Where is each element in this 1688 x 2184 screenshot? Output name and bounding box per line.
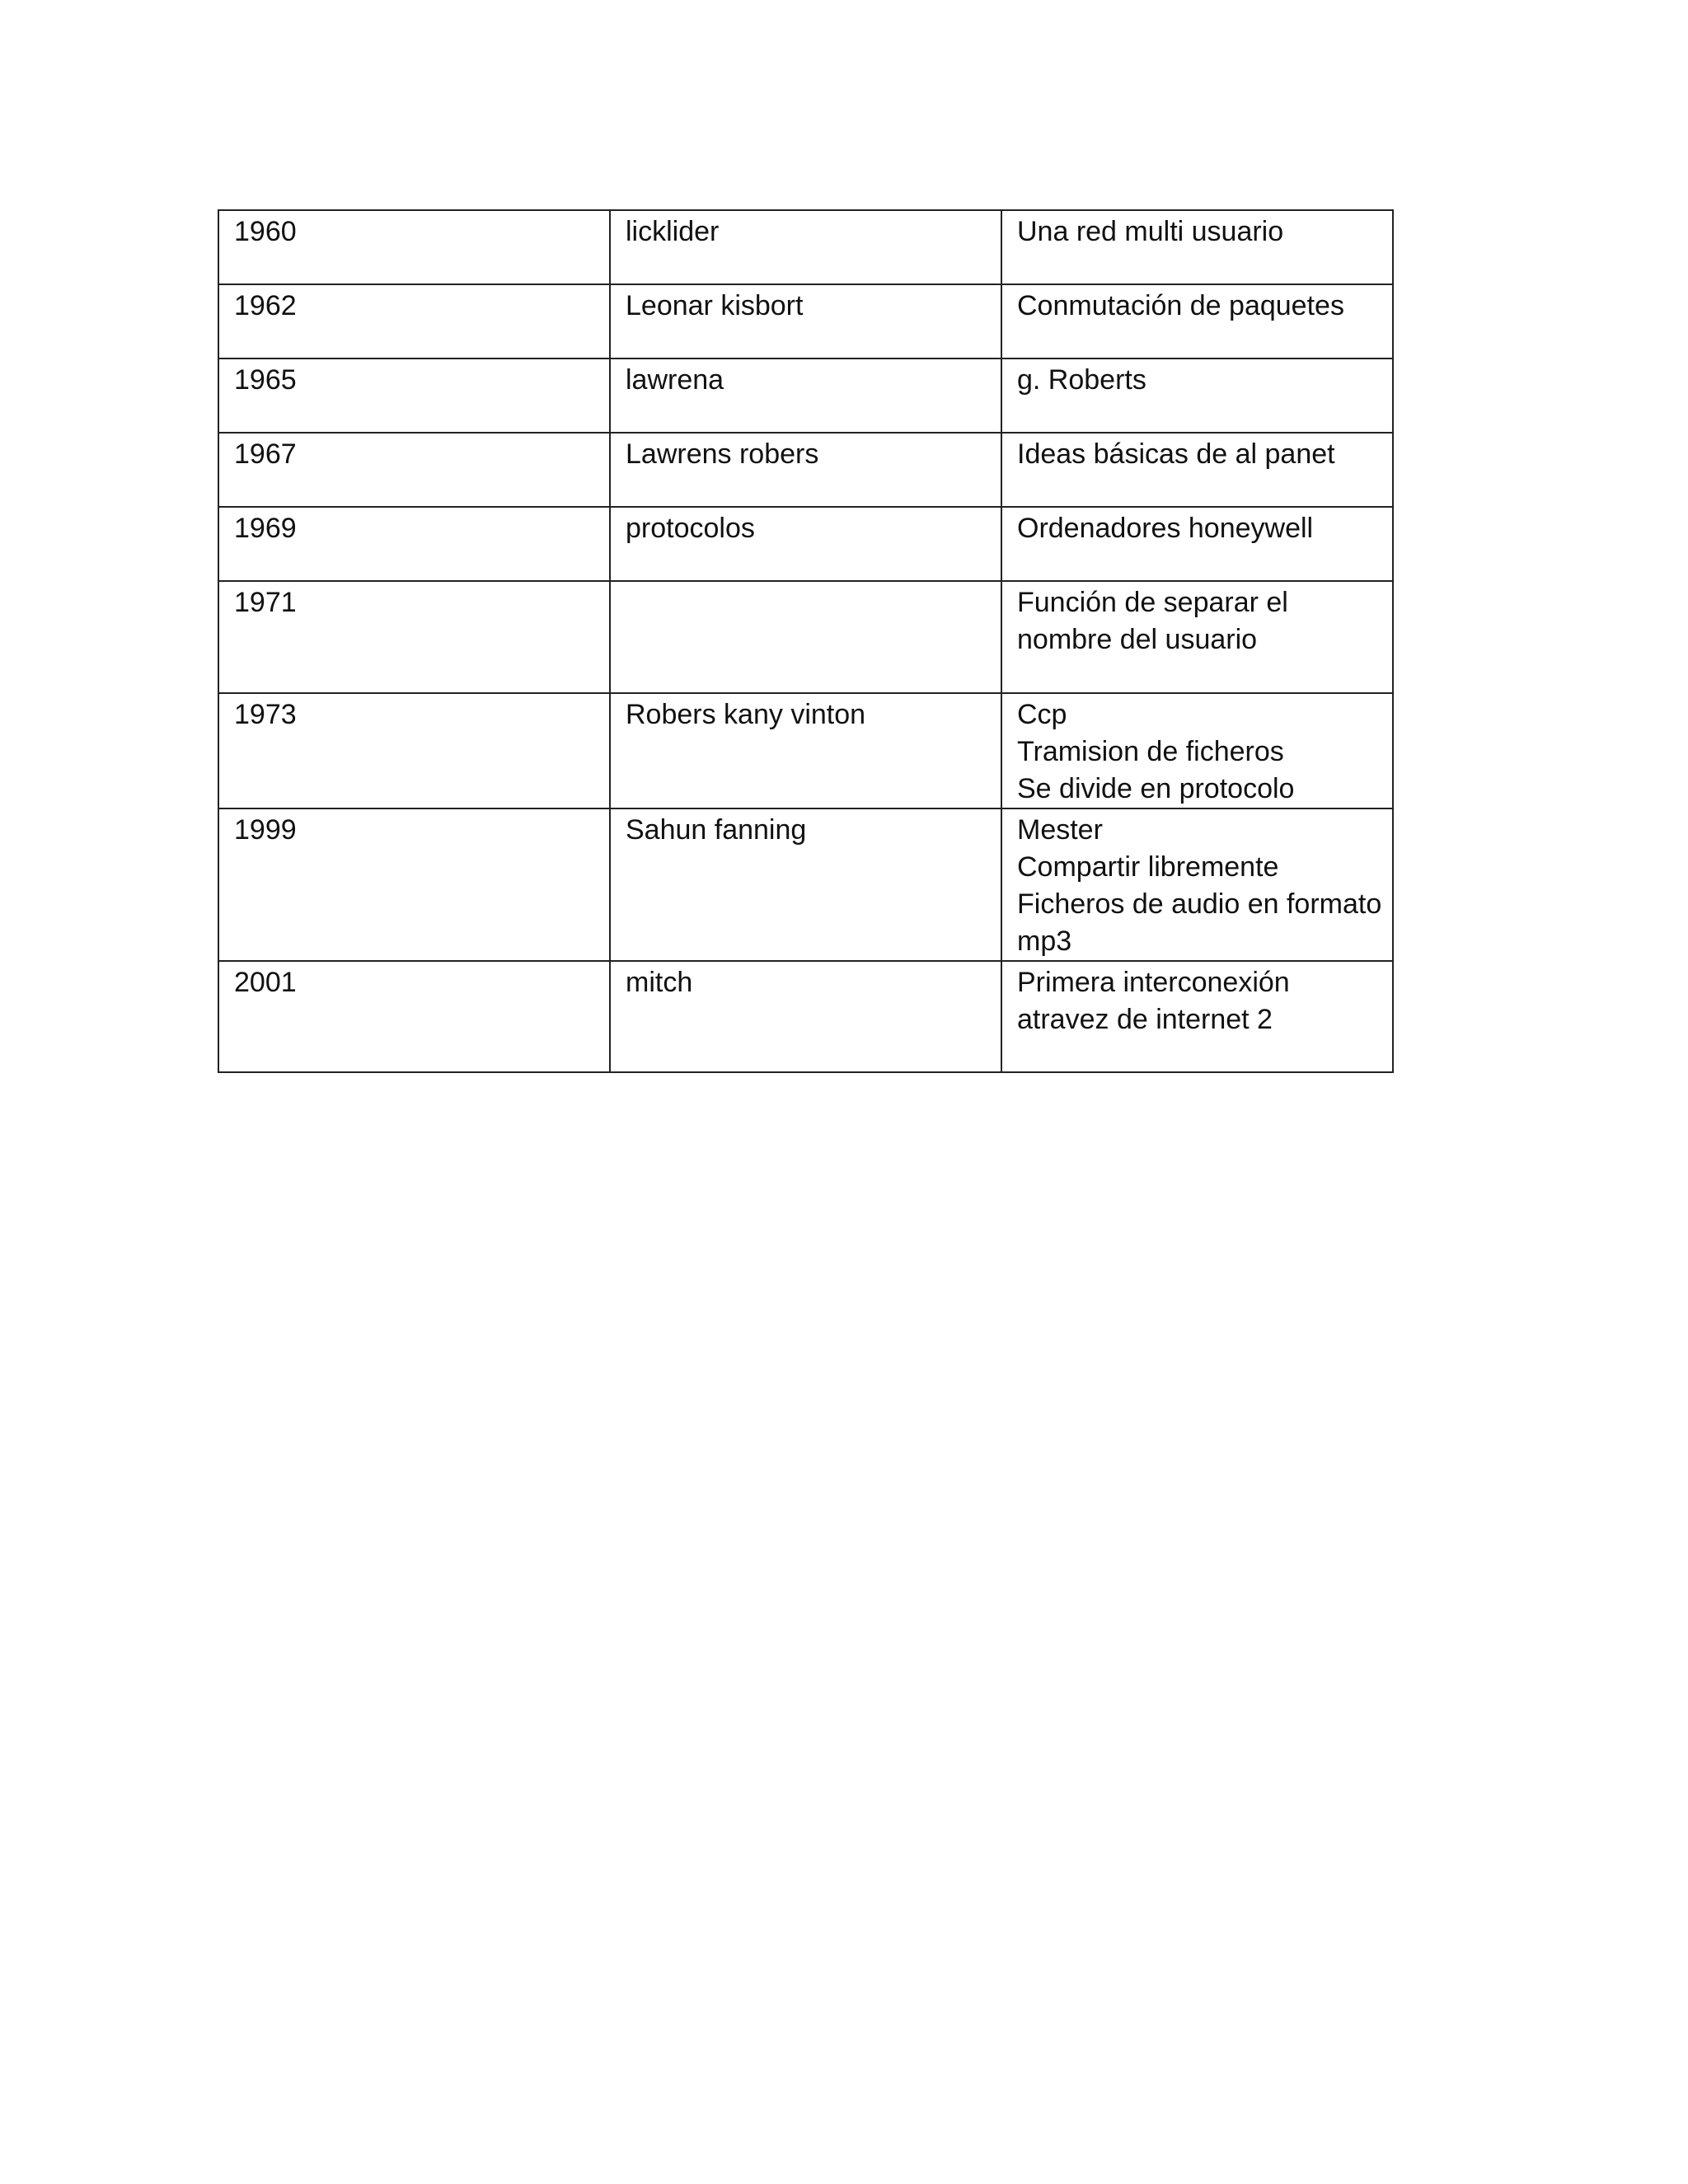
description-cell [1001, 693, 1393, 808]
table-row [218, 693, 1393, 808]
person-cell [610, 284, 1001, 359]
year-text: 1971 [234, 587, 297, 618]
description-line: Mester [1017, 814, 1103, 846]
year-cell [218, 581, 610, 693]
year-cell [218, 210, 610, 284]
year-text: 1969 [234, 513, 297, 544]
description-line: mp3 [1017, 926, 1072, 957]
table-row [218, 581, 1393, 693]
person-cell [610, 433, 1001, 507]
history-table [218, 209, 1394, 1073]
description-line: Ficheros de audio en formato [1017, 888, 1382, 920]
description-line: Se divide en protocolo [1017, 773, 1295, 804]
person-text: mitch [626, 967, 693, 998]
description-line: Función de separar el [1017, 587, 1288, 618]
table-row [218, 210, 1393, 284]
year-text: 2001 [234, 967, 297, 998]
year-cell [218, 507, 610, 581]
year-cell [218, 808, 610, 961]
person-text: Leonar kisbort [626, 290, 804, 321]
person-text: licklider [626, 216, 720, 247]
year-text: 1973 [234, 699, 297, 730]
description-cell [1001, 961, 1393, 1072]
history-table-body [218, 210, 1393, 1072]
description-line: Compartir libremente [1017, 851, 1279, 883]
person-text: Sahun fanning [626, 814, 807, 846]
description-line: Una red multi usuario [1017, 216, 1284, 247]
year-cell [218, 284, 610, 359]
person-cell [610, 581, 1001, 693]
year-cell [218, 433, 610, 507]
description-cell [1001, 210, 1393, 284]
description-line: Primera interconexión [1017, 967, 1290, 998]
person-cell [610, 507, 1001, 581]
year-cell [218, 693, 610, 808]
table-row [218, 808, 1393, 961]
year-text: 1962 [234, 290, 297, 321]
table-row [218, 433, 1393, 507]
year-text: 1965 [234, 364, 297, 396]
description-line: Ordenadores honeywell [1017, 513, 1314, 544]
person-cell [610, 359, 1001, 433]
table-row [218, 284, 1393, 359]
description-line: Tramision de ficheros [1017, 736, 1284, 767]
person-cell [610, 210, 1001, 284]
description-cell [1001, 284, 1393, 359]
description-line: Ccp [1017, 699, 1067, 730]
table-row [218, 507, 1393, 581]
description-cell [1001, 808, 1393, 961]
description-line: nombre del usuario [1017, 624, 1258, 655]
description-line: Ideas básicas de al panet [1017, 438, 1335, 470]
person-text: lawrena [626, 364, 724, 396]
person-text: protocolos [626, 513, 755, 544]
year-text: 1967 [234, 438, 297, 470]
person-text: Lawrens robers [626, 438, 819, 470]
person-cell [610, 693, 1001, 808]
person-cell [610, 808, 1001, 961]
year-cell [218, 359, 610, 433]
person-text: Robers kany vinton [626, 699, 866, 730]
description-cell [1001, 359, 1393, 433]
table-row [218, 961, 1393, 1072]
person-text [626, 582, 1001, 584]
description-line: atravez de internet 2 [1017, 1004, 1273, 1035]
table-row [218, 359, 1393, 433]
person-cell [610, 961, 1001, 1072]
year-cell [218, 961, 610, 1072]
description-line: g. Roberts [1017, 364, 1146, 396]
year-text: 1960 [234, 216, 297, 247]
description-cell [1001, 433, 1393, 507]
description-cell [1001, 507, 1393, 581]
description-line: Conmutación de paquetes [1017, 290, 1344, 321]
year-text: 1999 [234, 814, 297, 846]
description-cell [1001, 581, 1393, 693]
